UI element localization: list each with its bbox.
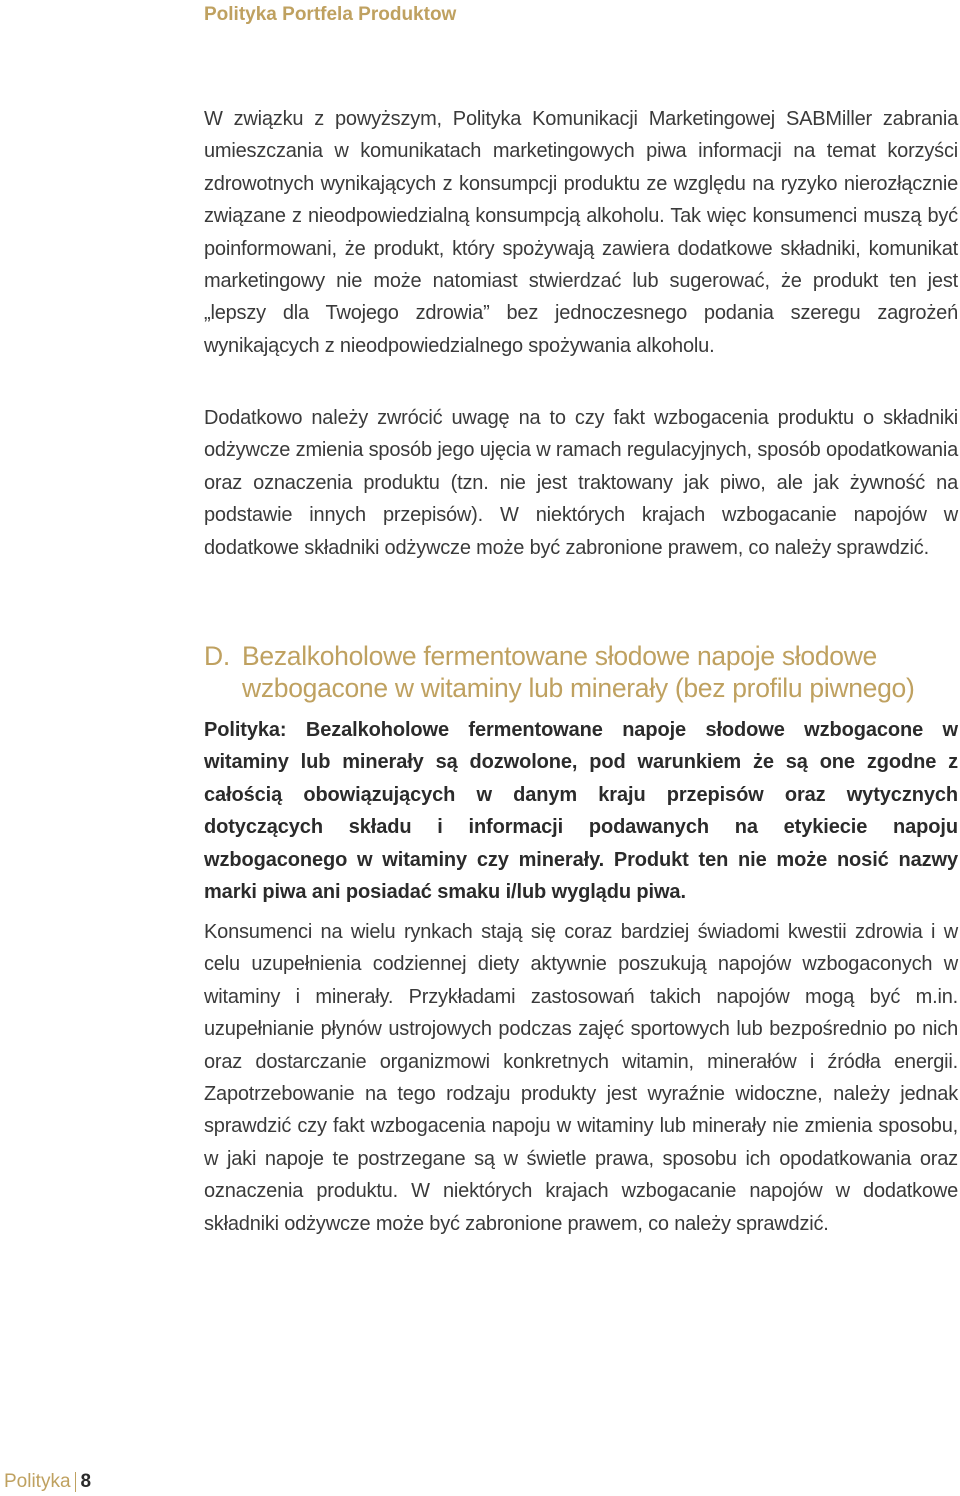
body-paragraph-3: Konsumenci na wielu rynkach stają się coraz bardziej świadomi kwestii zdrowia i w celu uzupełnienia codziennej diety aktywnie poszukują napojów wzbogaconych w witaminy i minerały. Przykładami zastosowań takich napojów mogą być m.in. uzupełnianie płynów ustrojowych podczas zajęć sportowych lub bezpośrednio po nich oraz dostarczanie organizmowi konkretnych witamin, minerałów i źródła energii. Zapotrzebowanie na tego rodzaju produkty jest wyraźnie widoczne, należy jednak sprawdzić czy fakt wzbogacenia napoju w witaminy lub minerały nie zmienia sposobu, w jaki napoje te postrzegane są w świetle prawa, sposobu ich opodatkowania oraz oznaczenia produktu. W niektórych krajach wzbogacanie napojów w dodatkowe składniki odżywcze może być zabronione prawem, co należy sprawdzić. [204, 921, 958, 1235]
page-header-title: Polityka Portfela Produktow [204, 4, 457, 25]
policy-statement: Polityka: Bezalkoholowe fermentowane napoje słodowe wzbogacone w witaminy lub minerały są dozwolone, pod warunkiem że są one zgodne z całością obowiązujących w danym kraju przepisów oraz wytycznych dotyczących składu i informacji podawanych na etykiecie napoju wzbogaconego w witaminy czy minerały. Produkt ten nie może nosić nazwy marki piwa ani posiadać smaku i/lub wyglądu piwa. [204, 719, 958, 904]
body-paragraph-2: Dodatkowo należy zwrócić uwagę na to czy fakt wzbogacenia produktu o składniki odżywcze zmienia sposób jego ujęcia w ramach regulacyjnych, sposób opodatkowania oraz oznaczenia produktu (tzn. nie jest traktowany jak piwo, ale jak żywność na podstawie innych przepisów). W niektórych krajach wzbogacanie napojów w dodatkowe składniki odżywcze może być zabronione prawem, co należy sprawdzić. [204, 407, 958, 559]
body-paragraph-1: W związku z powyższym, Polityka Komunikacji Marketingowej SABMiller zabrania umieszczania w komunikatach marketingowych piwa informacji na temat korzyści zdrowotnych wynikających z konsumpcji produktu ze względu na ryzyko nierozłącznie związane z nieodpowiedzialną konsumpcją alkoholu. Tak więc konsumenci muszą być poinformowani, że produkt, który spożywają zawiera dodatkowe składniki, komunikat marketingowy nie może natomiast stwierdzać lub sugerować, że produkt ten jest „lepszy dla Twojego zdrowia” bez jednoczesnego podania szeregu zagrożeń wynikających z nieodpowiedzialnego spożywania alkoholu. [204, 108, 958, 357]
page-footer [4, 1470, 91, 1494]
section-heading-line-1: Bezalkoholowe fermentowane słodowe napoje słodowe [242, 641, 877, 671]
footer-separator [75, 1472, 76, 1492]
page-number: 8 [80, 1471, 92, 1492]
section-heading [204, 640, 960, 704]
footer-label: Polityka [4, 1471, 71, 1492]
section-heading-line-2: wzbogacone w witaminy lub minerały (bez profilu piwnego) [242, 673, 915, 703]
section-letter: D. [204, 641, 230, 671]
